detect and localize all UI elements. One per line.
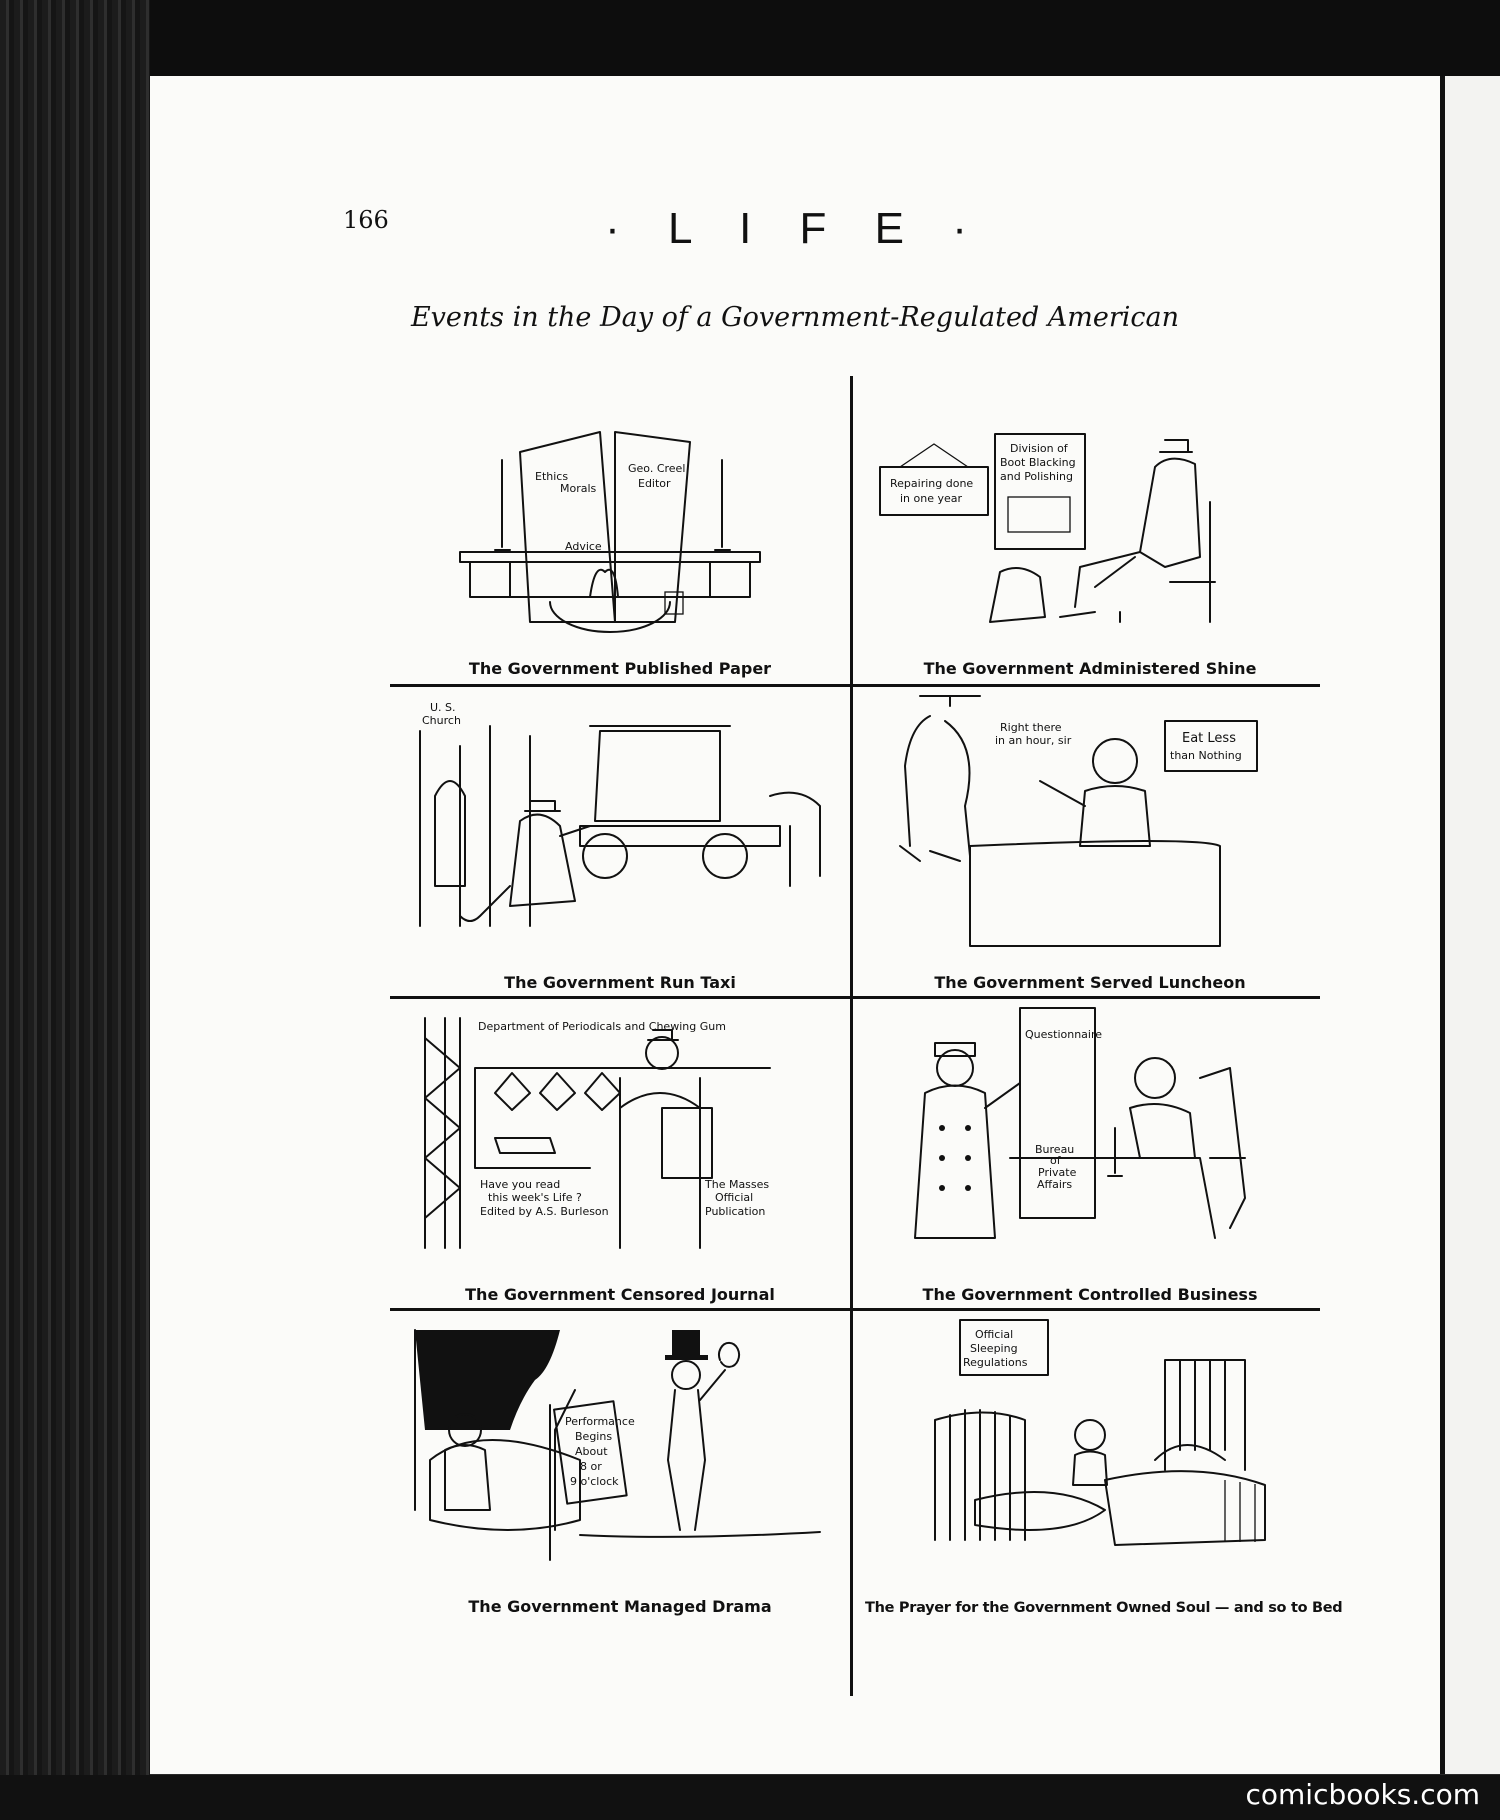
- panel-run-taxi: [400, 686, 840, 996]
- label-us: U. S.: [430, 701, 456, 714]
- label-official-sign: Official: [975, 1328, 1014, 1341]
- label-regulations: Regulations: [963, 1356, 1028, 1369]
- panel-caption: The Government Administered Shine: [923, 659, 1257, 678]
- label-in-an-hour: in an hour, sir: [995, 734, 1072, 747]
- panel-published-paper: [400, 372, 840, 682]
- label-morals: Morals: [560, 482, 597, 495]
- business-office-illustration: [870, 998, 1310, 1268]
- page-number: 166: [343, 206, 389, 234]
- label-department: Department of Periodicals and Chewing Gum: [478, 1020, 726, 1033]
- newspaper-reader-illustration: [400, 372, 840, 642]
- magazine-page: [150, 76, 1440, 1774]
- label-editor: Editor: [638, 477, 671, 490]
- label-questionnaire: Questionnaire: [1025, 1028, 1103, 1041]
- label-repairing: Repairing done: [890, 477, 974, 490]
- label-one-year: in one year: [900, 492, 963, 505]
- magazine-title: · L I F E ·: [605, 204, 985, 253]
- label-the-masses: The Masses: [705, 1178, 770, 1191]
- panel-managed-drama: [400, 1310, 840, 1620]
- label-8-or: 8 or: [580, 1460, 602, 1473]
- luncheon-illustration: [870, 686, 1310, 956]
- label-of: of: [1050, 1154, 1061, 1167]
- label-creel: Geo. Creel: [628, 462, 686, 475]
- label-polishing: and Polishing: [1000, 470, 1073, 483]
- label-ethics: Ethics: [535, 470, 569, 483]
- label-performance: Performance: [565, 1415, 635, 1428]
- label-bureau: Bureau: [1035, 1143, 1075, 1156]
- label-private: Private: [1038, 1166, 1077, 1179]
- label-boot-blacking: Boot Blacking: [1000, 456, 1076, 469]
- label-this-weeks-life: this week's Life ?: [488, 1191, 582, 1204]
- label-eat-less: Eat Less: [1182, 731, 1236, 746]
- cartoon-title: Events in the Day of a Government-Regulated American: [410, 302, 1180, 333]
- label-sleeping: Sleeping: [970, 1342, 1018, 1355]
- shoe-shine-illustration: [870, 372, 1310, 642]
- taxi-illustration: [400, 686, 840, 956]
- panel-caption: The Government Controlled Business: [922, 1285, 1258, 1304]
- label-than-nothing: than Nothing: [1170, 749, 1242, 762]
- label-have-you-read: Have you read: [480, 1178, 561, 1191]
- scan-top-border: [0, 0, 1500, 76]
- grid-vertical-divider: [850, 376, 853, 1696]
- panel-censored-journal: [400, 998, 840, 1308]
- panel-caption: The Government Published Paper: [468, 659, 772, 678]
- panel-caption: The Government Censored Journal: [465, 1285, 775, 1304]
- label-begins: Begins: [575, 1430, 613, 1443]
- label-church: Church: [422, 714, 461, 727]
- panel-caption: The Government Managed Drama: [468, 1597, 772, 1616]
- label-burleson: Edited by A.S. Burleson: [480, 1205, 609, 1218]
- label-9-oclock: 9 o'clock: [570, 1475, 619, 1488]
- panel-owned-soul: [865, 1310, 1343, 1620]
- panel-controlled-business: [870, 998, 1310, 1308]
- panel-grid: [150, 76, 1440, 1774]
- label-about: About: [575, 1445, 608, 1458]
- scan-left-border: [0, 0, 150, 1820]
- bedtime-illustration: [865, 1310, 1305, 1580]
- panel-served-luncheon: [870, 686, 1310, 996]
- label-right-there: Right there: [1000, 721, 1062, 734]
- label-publication: Publication: [705, 1205, 766, 1218]
- label-advice: Advice: [565, 540, 602, 553]
- newsstand-illustration: [400, 998, 840, 1268]
- panel-caption: The Government Served Luncheon: [934, 973, 1246, 992]
- panel-administered-shine: [870, 372, 1310, 682]
- facing-page-edge: [1440, 76, 1500, 1774]
- panel-caption: The Prayer for the Government Owned Soul — and so to Bed: [865, 1600, 1343, 1616]
- label-affairs: Affairs: [1037, 1178, 1073, 1191]
- source-watermark: comicbooks.com: [1245, 1778, 1480, 1811]
- panel-caption: The Government Run Taxi: [504, 973, 736, 992]
- theatre-illustration: [400, 1310, 840, 1580]
- label-official: Official: [715, 1191, 754, 1204]
- label-division: Division of: [1010, 442, 1068, 455]
